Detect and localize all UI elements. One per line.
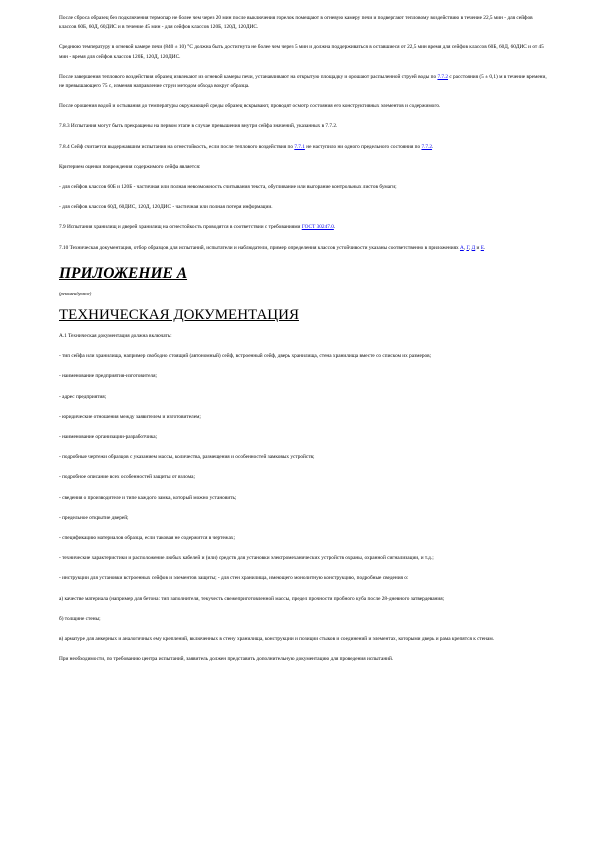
document-page: [59, 14, 549, 676]
paragraph-7-10: 7.10 Техническая документация, отбор образцов для испытаний, испытатели и наблюдатели, пример определения классов устойчивости указаны соответственно в приложениях А, Г, Д и Е.: [59, 244, 486, 251]
paragraph-criterion-b: - для сейфов классов 60Б и 120Б - частичная или полная невозможность считывания текста, обугливание или выгорание контрольных листов бумаги;: [59, 184, 397, 191]
link-appendix-e[interactable]: Е: [480, 244, 484, 251]
paragraph-extinguish: После завершения теплового воздействия образец извлекают из огневой камеры печи, устанавливают на открытую площадку и орошают распыленной струей воды по 7.7.2 с расстояния (5 ± 0,1) м в течение времени, не превышающего 75 с, изменяя направление струи методом обхода вокруг образца.: [59, 73, 547, 90]
paragraph-7-8-4: 7.8.4 Сейф считается выдержавшим испытания на огнестойкость, если после теплового воздействия по 7.7.1 не наступило ни одного предельного состояния по 7.7.2.: [59, 143, 434, 150]
list-item: А.1 Техническая документация должна включать:: [59, 333, 172, 340]
link-appendix-a[interactable]: А: [459, 244, 464, 251]
link-appendix-g[interactable]: Г: [466, 244, 469, 251]
list-item: - наименование предприятия-изготовителя;: [59, 373, 157, 380]
list-item: - тип сейфа или хранилища, например свободно стоящий (автономный) сейф, встроенный сейф, дверь хранилища, стена хранилища вместе со списком их размеров;: [59, 353, 432, 360]
paragraph-after-drop: После сброса образец без подключения термопар не более чем через 20 мин после выключения горелок помещают в огневую камеру печи и подвергают тепловому воздействию в течение 22,5 мин - для сейфов классов 60Б, 60Д, 60ДИС и в течение 45 мин - для сейфов классов 120Б, 120Д, 120ДИС.: [59, 15, 533, 31]
list-item: - инструкции для установки встроенных сейфов и элементов защиты; - для стен хранилища, имеющего монолитную конструкцию, подробные сведения о:: [59, 575, 409, 582]
list-item: При необходимости, по требованию центра испытаний, заявитель должен представить дополнительную документацию для проведения испытаний.: [59, 656, 394, 663]
paragraph-criterion-d: - для сейфов классов 60Д, 60ДИС, 120Д, 120ДИС - частичная или полная потеря информации.: [59, 204, 273, 211]
paragraph-inspection: После орошения водой и остывания до температуры окружающей среды образец вскрывают, проводят осмотр состояния его конструктивных элементов и содержимого.: [59, 103, 441, 110]
list-item: а) качестве материала (например для бетона: тип заполнителя, текучесть свежеприготовленной массы, предел прочности пробного куба после 28-дневного затвердевания;: [59, 595, 445, 602]
link-7-7-1[interactable]: 7.7.1: [294, 143, 305, 150]
list-item: - подробное описание всех особенностей защиты от взлома;: [59, 474, 195, 481]
list-item: - сведения о производителе и типе каждого замка, который можно установить;: [59, 494, 237, 501]
link-appendix-d[interactable]: Д: [471, 244, 476, 251]
list-item: - предельное открытие дверей;: [59, 514, 129, 521]
list-item: - адрес предприятия;: [59, 393, 107, 400]
list-item: б) толщине стены;: [59, 615, 101, 622]
paragraph-7-8-3: 7.8.3 Испытания могут быть прекращены на первом этапе в случае превышения внутри сейфа значений, указанных в 7.7.2.: [59, 123, 338, 130]
list-item: - подробные чертежи образцов с указанием массы, количества, размещения и особенностей замковых устройств;: [59, 454, 315, 461]
paragraph-criterion: Критерием оценки повреждения содержимого сейфа является:: [59, 163, 201, 170]
link-gost-30247[interactable]: ГОСТ 30247.0: [301, 224, 334, 231]
list-item: - спецификацию материалов образца, если таковая не содержится в чертежах;: [59, 535, 235, 542]
paragraph-temperature: Среднюю температуру в огневой камере печи (840 ± 10) °С должна быть достигнута не более чем через 5 мин и должна поддерживаться в оставшиеся от 22,5 мин время для сейфов классов 60Б, 60Д, 60ДИС и от 45 мин - время для сейфов классов 120Б, 120Д, 120ДИС.: [59, 44, 544, 60]
appendix-note: (рекомендуемое): [59, 290, 92, 296]
link-7-7-2[interactable]: 7.7.2: [437, 73, 449, 80]
link-7-7-2-b[interactable]: 7.7.2: [421, 143, 433, 150]
list-item: - наименование организации-разработчика;: [59, 434, 158, 441]
list-item: - технические характеристики и расположение любых кабелей и (или) средств для установки электромеханических устройств охраны, охранной сигнализации, и т.д.;: [59, 555, 434, 562]
list-item: в) арматуре для анкерных и аналогичных ему креплений, включенных в стену хранилища, конструкции и позиции стыков и соединений и элементах, которыми дверь и рама крепятся к стенам.: [59, 636, 495, 643]
list-item: - юридические отношения между заявителем и изготовителем;: [59, 413, 201, 420]
appendix-heading: ПРИЛОЖЕНИЕ А: [59, 264, 188, 282]
document-title: ТЕХНИЧЕСКАЯ ДОКУМЕНТАЦИЯ: [59, 307, 299, 324]
paragraph-7-9: 7.9 Испытания хранилищ и дверей хранилищ на огнестойкость проводятся в соответствии с требованиями ГОСТ 30247.0.: [59, 224, 336, 231]
